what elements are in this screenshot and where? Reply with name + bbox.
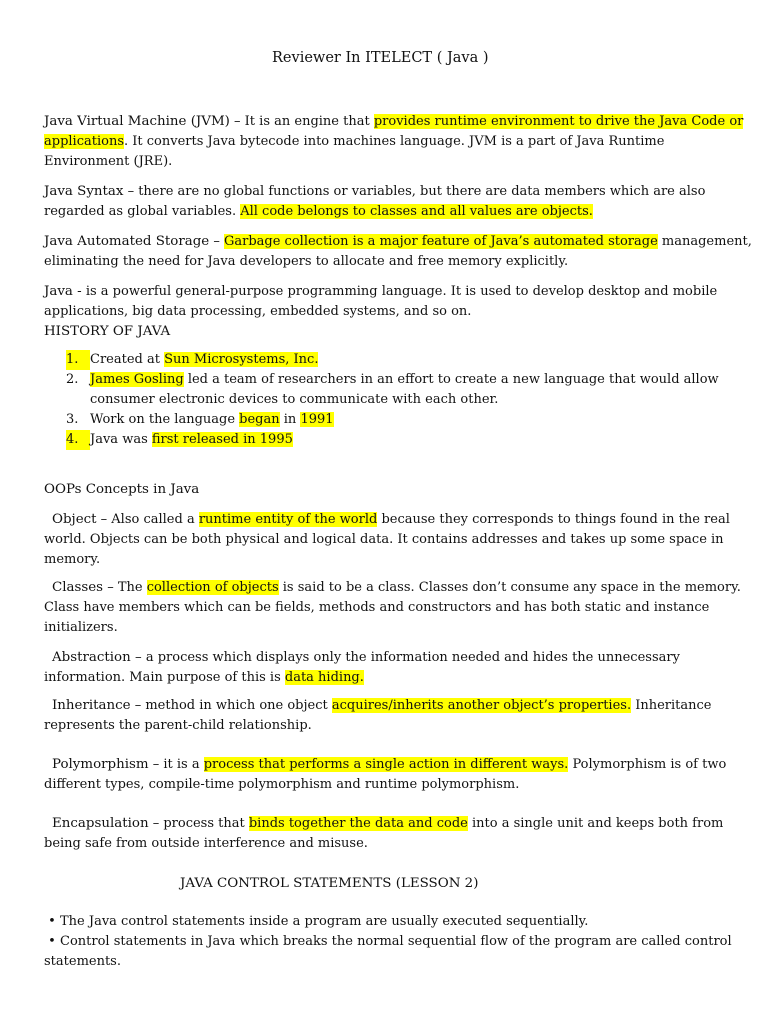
control-bullet-2-line-2: statements. [44, 954, 121, 969]
history-text: in [279, 412, 301, 427]
history-heading: HISTORY OF JAVA [44, 324, 171, 339]
history-highlight: Sun Microsystems, Inc. [164, 352, 319, 367]
classes-paragraph-line-3: initializers. [44, 620, 118, 635]
history-text: Java was [90, 432, 152, 447]
storage-rest: management, [657, 234, 752, 249]
jvm-sep: – It is an engine that [229, 114, 374, 129]
object-rest: because they corresponds to things found in the real [377, 512, 730, 527]
history-item-2-line-2: consumer electronic devices to communicate with each other. [90, 392, 499, 407]
polymorphism-paragraph-line-2: different types, compile-time polymorphism and runtime polymorphism. [44, 777, 520, 792]
history-text: Work on the language [90, 412, 240, 427]
java-rest: is a powerful general-purpose programming language. It is used to develop desktop and mobile [81, 284, 718, 299]
control-bullet-1 [44, 912, 734, 932]
jvm-paragraph-line-2 [44, 132, 734, 152]
storage-sep: – [209, 234, 224, 249]
encapsulation-term: Encapsulation [52, 816, 149, 831]
classes-highlight: collection of objects [146, 580, 279, 595]
encapsulation-sep: – process that [148, 816, 249, 831]
page-title: Reviewer In ITELECT ( Java ) [272, 50, 489, 66]
history-num: 3. [66, 412, 79, 427]
abstraction-rest: a process which displays only the information needed and hides the unnecessary [141, 650, 680, 665]
java-paragraph-line-2: applications, big data processing, embedded systems, and so on. [44, 304, 472, 319]
syntax-paragraph-line-1 [44, 182, 734, 202]
bullet-icon: • [48, 914, 56, 929]
syntax-highlight: All code belongs to classes and all values are objects. [240, 204, 593, 219]
history-item-2 [66, 370, 719, 390]
control-bullet-1-text: The Java control statements inside a program are usually executed sequentially. [60, 914, 589, 929]
abstraction-paragraph-line-1 [52, 648, 742, 668]
classes-term: Classes [52, 580, 104, 595]
history-num: 2. [66, 372, 79, 387]
history-num: 4. [66, 430, 90, 450]
jvm-paragraph-line-3: Environment (JRE). [44, 154, 173, 169]
inheritance-rest: Inheritance [631, 698, 712, 713]
polymorphism-sep: – it is a [148, 757, 204, 772]
storage-highlight: Garbage collection is a major feature of Java’s automated storage [223, 234, 658, 249]
oops-heading: OOPs Concepts in Java [44, 482, 200, 497]
object-highlight: runtime entity of the world [198, 512, 378, 527]
classes-paragraph-line-1 [52, 578, 742, 598]
abstraction-paragraph-line-2 [44, 668, 734, 688]
history-item-3 [66, 410, 334, 430]
history-highlight: 1991 [300, 412, 334, 427]
history-text: Created at [90, 352, 165, 367]
object-term: Object [52, 512, 97, 527]
classes-rest: is said to be a class. Classes don’t consume any space in the memory. [278, 580, 741, 595]
syntax-term: Java Syntax [44, 184, 124, 199]
object-paragraph-line-3: memory. [44, 552, 101, 567]
polymorphism-highlight: process that performs a single action in different ways. [203, 757, 569, 772]
jvm-paragraph-line-1 [44, 112, 744, 132]
encapsulation-paragraph-line-1 [52, 814, 742, 834]
history-num: 1. [66, 350, 90, 370]
storage-paragraph-line-1 [44, 232, 752, 252]
inheritance-paragraph-line-1 [52, 696, 742, 716]
history-highlight: began [239, 412, 280, 427]
syntax-rest: – there are no global functions or variables, but there are data members which are also [123, 184, 706, 199]
jvm-highlight-2: applications [44, 134, 124, 149]
abstraction-term: Abstraction – [52, 650, 142, 665]
jvm-term: Java Virtual Machine (JVM) [44, 114, 230, 129]
syntax-line2: regarded as global variables. [44, 204, 241, 219]
history-item-1 [66, 350, 318, 370]
history-highlight: first released in 1995 [151, 432, 293, 447]
classes-sep: – The [103, 580, 147, 595]
classes-paragraph-line-2: Class have members which can be fields, methods and constructors and has both static and instance [44, 600, 710, 615]
inheritance-paragraph-line-2: represents the parent-child relationship. [44, 718, 312, 733]
history-text: led a team of researchers in an effort to create a new language that would allow [183, 372, 719, 387]
java-paragraph-line-1 [44, 282, 734, 302]
abstraction-highlight: data hiding. [284, 670, 364, 685]
polymorphism-term: Polymorphism [52, 757, 149, 772]
polymorphism-rest: Polymorphism is of two [568, 757, 727, 772]
storage-paragraph-line-2: eliminating the need for Java developers to allocate and free memory explicitly. [44, 254, 569, 269]
abstraction-line2: information. Main purpose of this is [44, 670, 285, 685]
inheritance-sep: – method in which one object [130, 698, 332, 713]
object-paragraph-line-2: world. Objects can be both physical and logical data. It contains addresses and takes up some space in [44, 532, 724, 547]
java-term: Java - [44, 284, 82, 299]
history-item-4 [66, 430, 293, 450]
control-bullet-2 [44, 932, 734, 952]
bullet-icon: • [48, 934, 56, 949]
inheritance-term: Inheritance [52, 698, 131, 713]
jvm-highlight-1: provides runtime environment to drive the Java Code or [373, 114, 744, 129]
inheritance-highlight: acquires/inherits another object’s properties. [331, 698, 632, 713]
encapsulation-highlight: binds together the data and code [248, 816, 468, 831]
control-bullet-2-text: Control statements in Java which breaks the normal sequential flow of the program are called control [60, 934, 732, 949]
history-highlight: James Gosling [90, 372, 184, 387]
object-sep: – Also called a [96, 512, 199, 527]
jvm-rest: . It converts Java bytecode into machines language. JVM is a part of Java Runtime [124, 134, 665, 149]
encapsulation-rest: into a single unit and keeps both from [467, 816, 724, 831]
control-heading: JAVA CONTROL STATEMENTS (LESSON 2) [180, 876, 479, 891]
polymorphism-paragraph-line-1 [52, 755, 742, 775]
syntax-paragraph-line-2 [44, 202, 734, 222]
object-paragraph-line-1 [52, 510, 742, 530]
encapsulation-paragraph-line-2: being safe from outside interference and misuse. [44, 836, 368, 851]
storage-term: Java Automated Storage [44, 234, 210, 249]
